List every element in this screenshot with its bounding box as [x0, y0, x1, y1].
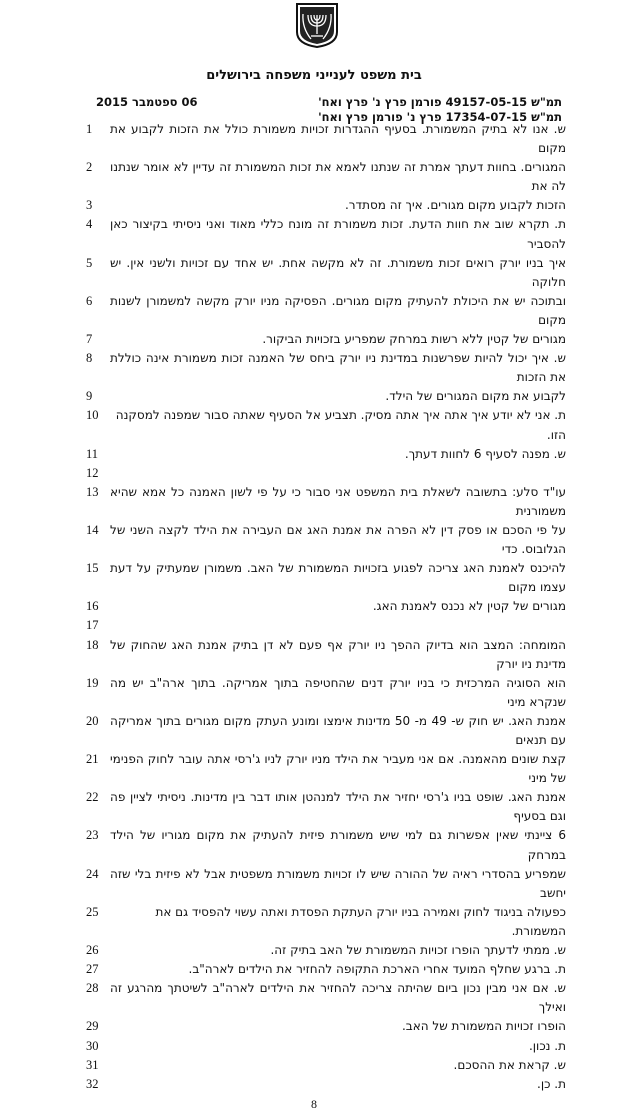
line-text: ש. איך יכול להיות שפרשנות במדינת ניו יורק ביחס של האמנה זכות משמורת אינה כוללת את הזכות [110, 351, 566, 385]
transcript-line [86, 1056, 566, 1075]
line-text: הוא הסוגיה המרכזית כי בניו יורק דנים שהחטיפה בתוך אמריקה. בתוך ארה"ב יש מה שנקרא מיני [110, 675, 566, 709]
line-text: הופרו זכויות המשמורת של האב. [401, 1019, 566, 1034]
line-text: ש. מפנה לסעיף 6 לחוות דעתך. [404, 446, 566, 461]
line-text: כפעולה בניגוד לחוק ואמירה בניו יורק העתקת הפסדת ואתה עשוי להפסיד גם את המשמורת. [155, 904, 566, 938]
hearing-date: 06 ספטמבר 2015 [96, 95, 198, 109]
transcript-line [86, 597, 566, 616]
transcript-line [86, 330, 566, 349]
transcript-line [86, 712, 566, 750]
line-text: לקבוע את מקום המגורים של הילד. [385, 389, 566, 404]
transcript-line [86, 1017, 566, 1036]
line-number: 31 [86, 1057, 99, 1072]
line-number: 19 [86, 675, 99, 690]
line-number: 22 [86, 790, 99, 805]
line-number: 14 [86, 522, 99, 537]
transcript-line [86, 406, 566, 444]
transcript-line [86, 750, 566, 788]
line-text: ובתוכה יש את היכולת להעתיק מקום מגורים. הפסיקה מניו יורק מקשה למשמורן לשנות מקום [110, 293, 566, 327]
transcript-line [86, 616, 566, 635]
line-number: 13 [86, 484, 99, 499]
line-text: על פי הסכם או פסק דין לא הפרה את אמנת האג אם העבירה את הילד לקצה השני של הגלובוס. כדי [110, 522, 566, 557]
line-text: להיכנס לאמנת האג צריכה לפגוע בזכויות המשמורת של האב. משמורן שמעתיק על דעת עצמו מקום [110, 561, 566, 595]
line-text: 6 ציינתי שאין אפשרות גם למי שיש משמורת פיזית להעתיק את מקום מגוריו של הילד במרחק [110, 828, 566, 862]
line-number: 20 [86, 713, 99, 728]
transcript-line [86, 387, 566, 406]
transcript-line [86, 521, 566, 559]
line-text: ת. כן. [537, 1076, 566, 1091]
line-number: 3 [86, 198, 93, 213]
line-number: 18 [86, 637, 99, 652]
line-text: איך בניו יורק רואים זכות משמורת. זה לא מקשה אחת. יש אחד עם זכויות ולשני אין. יש חלוקה [110, 255, 566, 289]
transcript-line [86, 1037, 566, 1056]
line-text: ש. ממתי לדעתך הופרו זכויות המשמורת של האב בתיק זה. [270, 943, 566, 958]
line-number: 32 [86, 1076, 99, 1091]
transcript-line [86, 120, 566, 158]
line-number: 11 [86, 446, 99, 461]
transcript-line [86, 483, 566, 521]
transcript-line [86, 979, 566, 1017]
line-number: 24 [86, 866, 99, 881]
line-text: ת. תקרא שוב את חוות הדעת. זכות משמורת זה מונח כללי מאוד ואני ניסיתי בקיצור כאן להסביר [110, 217, 566, 251]
line-number: 6 [86, 293, 93, 308]
transcript-line [86, 865, 566, 903]
transcript-line [86, 349, 566, 387]
case-number-1: תמ"ש 49157-05-15 פורמן פרץ נ' פרץ ואח' [318, 95, 562, 109]
line-number: 27 [86, 962, 99, 977]
line-number: 7 [86, 332, 93, 347]
line-text: ת. נכון. [528, 1038, 566, 1053]
court-name: בית משפט לענייני משפחה בירושלים [206, 68, 422, 83]
transcript-line [86, 674, 566, 712]
transcript-line [86, 158, 566, 196]
line-number: 25 [86, 904, 99, 919]
line-number: 2 [86, 160, 93, 175]
transcript-line [86, 254, 566, 292]
transcript-line [86, 941, 566, 960]
line-number: 8 [86, 351, 93, 366]
line-text: ת. אני לא יודע איך אתה איך אתה מסיק. תצביע אל הסעיף שאתה סבור שמפנה למסקנה הזו. [115, 408, 566, 442]
line-number: 23 [86, 828, 99, 843]
transcript-line [86, 292, 566, 330]
line-text: ש. קראת את ההסכם. [453, 1057, 566, 1072]
line-text: ש. אנו לא בתיק המשמורת. בסעיף ההגדרות זכויות משמורת כולל את הזכות לקבוע את מקום [110, 122, 566, 156]
line-number: 16 [86, 599, 99, 614]
transcript-line [86, 960, 566, 979]
transcript-line [86, 903, 566, 941]
line-text: הזכות לקבוע מקום מגורים. איך זה מסתדר. [344, 198, 566, 213]
line-number: 26 [86, 943, 99, 958]
line-text: עו"ד סלע: בתשובה לשאלת בית המשפט אני סבור כי על פי לשון האמנה כל אמא שהיא משמורנית [110, 484, 566, 518]
line-text: ת. ברגע שחלף המועד אחרי הארכת התקופה להחזיר את הילדים לארה"ב. [188, 962, 566, 977]
line-number: 10 [86, 408, 99, 423]
transcript-line [86, 196, 566, 215]
line-number: 30 [86, 1038, 99, 1053]
transcript-line [86, 215, 566, 253]
line-text: ש. אם אני מבין נכון ביום שהיתה צריכה להחזיר את הילדים לארה"ב לשיטתך מהרגע זה ואילך [110, 981, 566, 1015]
line-text: מגורים של קטין לא נכנס לאמנת האג. [372, 599, 566, 614]
case-number-2: תמ"ש 17354-07-15 פרץ נ' פורמן פרץ ואח' [318, 110, 562, 124]
line-text: קצת שונים מהאמנה. אם אני מעביר את הילד מניו יורק לניו ג'רסי אתה עובר לחוק הפנימי של מיני [110, 752, 566, 786]
line-number: 5 [86, 255, 93, 270]
line-text: שמפריע בהסדרי ראיה של ההורה שיש לו זכויות משמורת משפטית אבל לא פיזית בלי שזה יחשב [110, 866, 566, 900]
line-number: 17 [86, 618, 99, 633]
transcript-line [86, 826, 566, 864]
transcript-body [86, 0, 566, 1116]
transcript-line [86, 1075, 566, 1094]
line-number: 12 [86, 465, 99, 480]
line-text: מגורים של קטין ללא רשות במרחק שמפריע בזכויות הביקור. [262, 332, 566, 347]
line-number: 15 [86, 561, 99, 576]
line-text: המומחה: המצב הוא בדיוק ההפך ניו יורק אף פעם לא דן בתיק אמנת האג שהחוק של מדינת ניו יורק [110, 637, 566, 671]
line-number: 4 [86, 217, 93, 232]
transcript-line [86, 788, 566, 826]
transcript-line [86, 559, 566, 597]
transcript-line [86, 636, 566, 674]
page-number: 8 [311, 1096, 317, 1111]
line-number: 29 [86, 1019, 99, 1034]
transcript-line [86, 445, 566, 464]
transcript-line [86, 464, 566, 483]
line-number: 1 [86, 122, 93, 136]
line-text: המגורים. בחוות דעתך אמרת זה שנתנו לאמא את זכות המשמורת זה עדיין לא אומר שנתנו לה את [110, 160, 566, 194]
line-number: 28 [86, 981, 99, 996]
line-text: אמנת האג. שופט בניו ג'רסי יחזיר את הילד למנהטן אותו דבר בין מדינות. ניסיתי לציין פה וגם בסעיף [110, 790, 566, 824]
line-text: אמנת האג. יש חוק ש- 49 מ- 50 מדינות אימצו ומונע העתק מקום מגורים בתוך אמריקה עם תנאים [110, 713, 567, 747]
line-number: 9 [86, 389, 93, 404]
line-number: 21 [86, 752, 99, 767]
